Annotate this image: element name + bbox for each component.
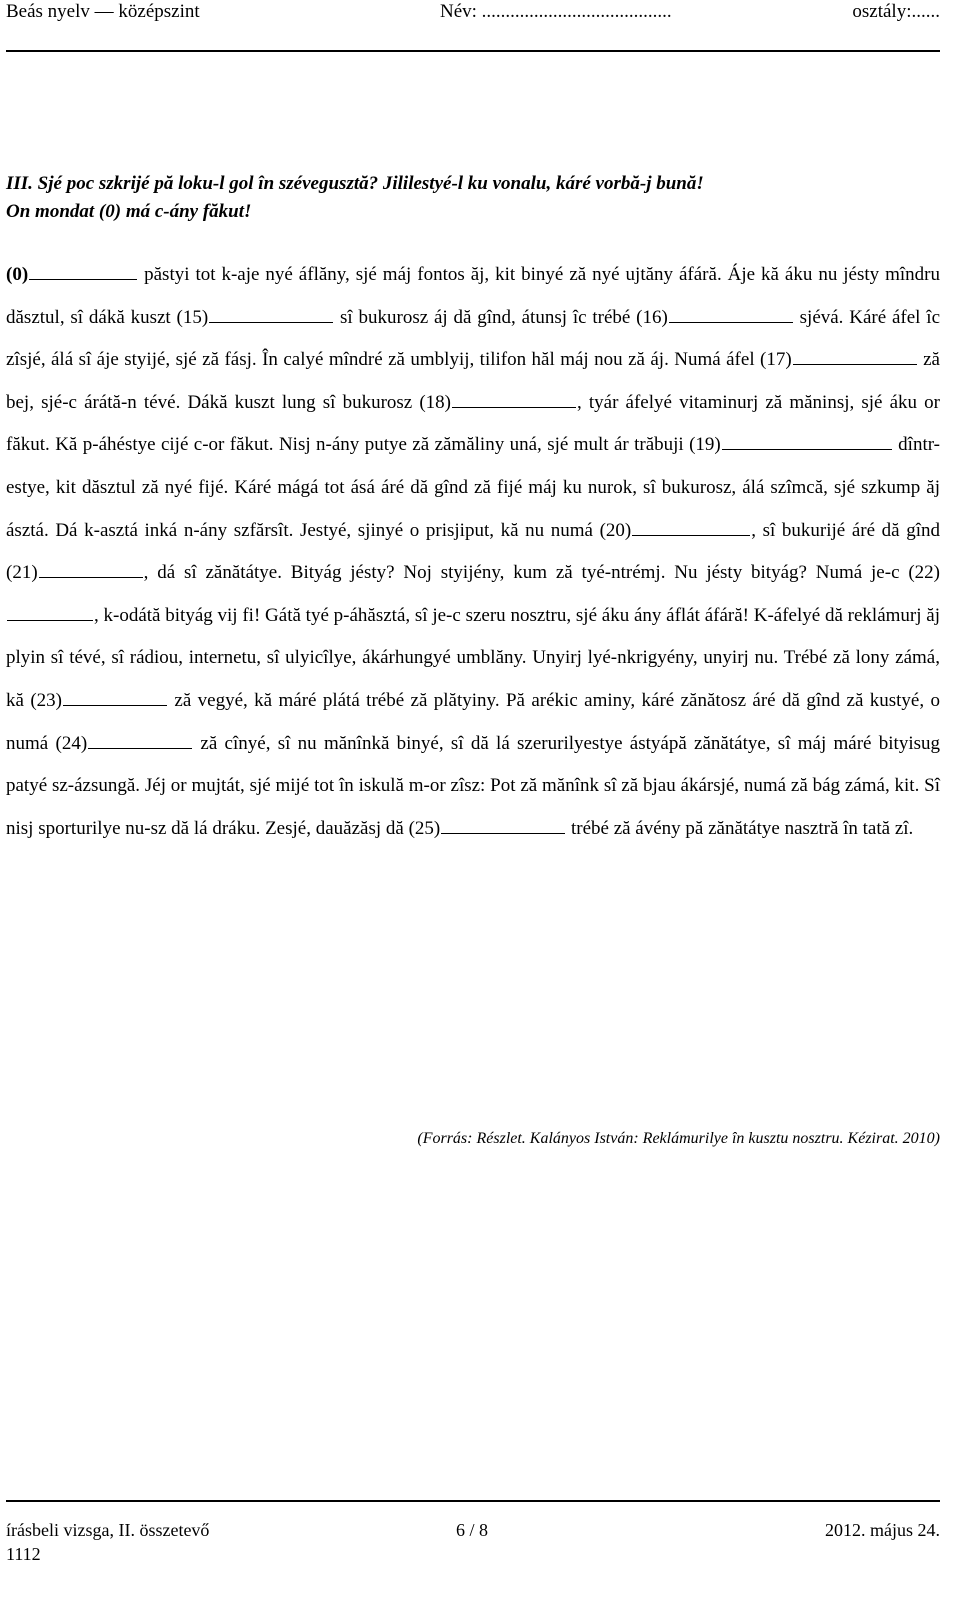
text-segment: sjévá. Káré áfel îc zîsjé, álá sî áje styijé, sjé ză fásj. În calyé mîndré ză umblyij, tilifon hăl máj nou ză áj. Numá áfel (17) xyxy=(6,306,940,371)
footer-code: 1112 xyxy=(6,1544,41,1564)
example-number: (0) xyxy=(6,264,29,285)
footer-date: 2012. május 24. xyxy=(825,1520,940,1540)
header-class-field: osztály:...... xyxy=(852,1,940,22)
header-name-field: Név: ........................................ xyxy=(440,1,672,22)
text-segment: , tyár áfelyé vitaminurj ză măninsj, sjé áku or făkut. Kă p-áhéstye cijé c-or făkut. Nisj n-ány putye ză zămăliny uná, sjé mult ár trăbuji (19) xyxy=(6,391,940,456)
text-segment: sî bukurosz áj dă gînd, átunsj îc trébé (16) xyxy=(340,306,668,328)
header-subject: Beás nyelv — középszint xyxy=(6,1,200,22)
blank-19[interactable] xyxy=(722,448,892,450)
blank-25[interactable] xyxy=(441,832,565,834)
blank-23[interactable] xyxy=(63,704,167,706)
blank-17[interactable] xyxy=(793,363,917,365)
blank-18[interactable] xyxy=(452,406,576,408)
footer-page-number: 6 / 8 xyxy=(456,1520,489,1540)
page-header xyxy=(6,0,940,30)
text-segment: , k-odátă bityág vij fi! Gátă tyé p-áhăsztá, sî je-c szeru nosztru, sjé áku ány áflát áfáră! K-áfelyé dă reklámurj ăj plyin sî tévé, sî rádiou, internetu, sî ulyicîlye, ákárhungyé umblăny. Unyirj lyé-nkrigyény, unyirj nu. Trébé ză lony zámá, kă (23) xyxy=(6,604,940,711)
blank-20[interactable] xyxy=(632,534,750,536)
footer-exam-label: írásbeli vizsga, II. összetevő xyxy=(6,1520,210,1540)
blank-15[interactable] xyxy=(209,321,333,323)
text-segment: ză cînyé, sî nu mănînkă binyé, sî dă lá szerurilyestye ástyápă zănătátye, sî máj máré bityisug patyé sz-ázsungă. Jéj or mujtát, sjé mijé tot în iskulă m-or zîsz: Pot ză mănînk sî ză bjau ákársjé, numá ză bág zámá, kit. Sî nisj sporturilye nu-sz dă lá dráku. Zesjé, dauăzăsj dă (25) xyxy=(6,732,940,839)
blank-22[interactable] xyxy=(7,619,93,621)
text-segment: dîntr-estye, kit dăsztul ză nyé fijé. Káré mágá tot ásá áré dă gînd ză fijé máj ku nurok, sî bukurosz, álá szîmcă, sjé szkump ăj ásztá. Dá k-asztá inká n-ány szfărsît. Jestyé, sjinyé o prisjiput, kă nu numá (20) xyxy=(6,434,941,541)
text-segment: ză bej, sjé-c árátă-n tévé. Dákă kuszt lung sî bukurosz (18) xyxy=(6,349,940,413)
text-segment: păstyi tot k-aje nyé áflăny, sjé máj fontos ăj, kit binyé ză nyé ujtăny áfáră. Áje kă áku nu jésty mîndru dăsztul, sî dákă kuszt (15) xyxy=(6,264,941,328)
text-segment: trébé ză ávény pă zănătátye nasztră în tată zî. xyxy=(570,817,914,839)
blank-21[interactable] xyxy=(39,576,143,578)
text-segment: , sî bukurijé áré dă gînd (21) xyxy=(6,519,941,584)
blank-24[interactable] xyxy=(88,747,192,749)
instruction-line-1: III. Sjé poc szkrijé pă loku-l gol în szévegusztă? Jililestyé-l ku vonalu, káré vorbă-j bună! xyxy=(6,173,704,194)
text-segment: , dá sî zănătátye. Bityág jésty? Noj styijény, kum ză tyé-ntrémj. Nu jésty bityág? Numá je-c (22) xyxy=(143,562,940,584)
source-citation: (Forrás: Részlet. Kalányos István: Reklámurilye în kusztu nosztru. Kézirat. 2010) xyxy=(417,1130,940,1147)
text-segment: ză vegyé, kă máré plátá trébé ză plătyiny. Pă arékic aminy, káré zănătosz áré dă gînd ză kustyé, o numá (24) xyxy=(6,689,941,754)
blank-16[interactable] xyxy=(669,321,793,323)
exercise-text xyxy=(6,254,940,850)
blank-0 xyxy=(29,278,137,280)
header-rule xyxy=(6,50,940,52)
task-instruction xyxy=(6,170,940,226)
instruction-line-2: On mondat (0) má c-ány făkut! xyxy=(6,201,252,222)
footer-rule xyxy=(6,1500,940,1502)
